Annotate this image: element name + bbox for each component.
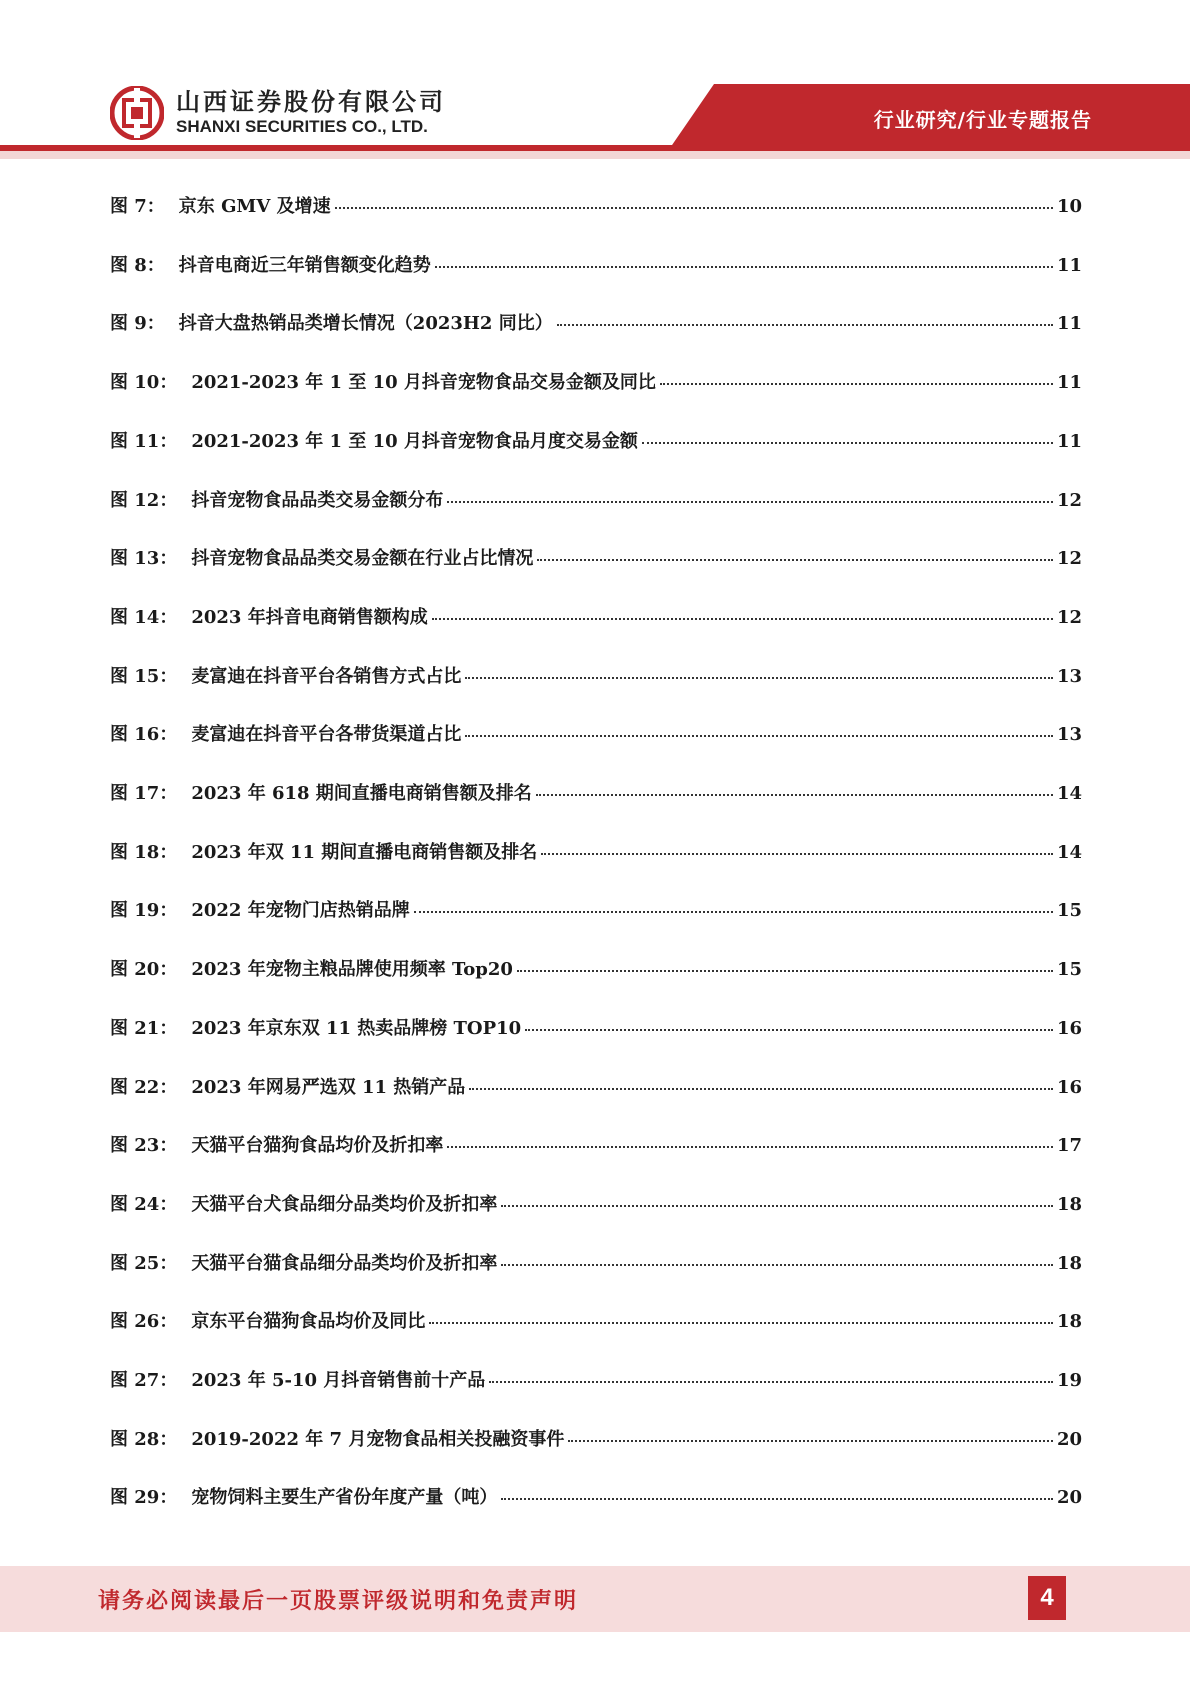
toc-entry[interactable] [110, 662, 1082, 692]
figure-label: 图 13： [110, 548, 178, 569]
dot-leader [414, 911, 1053, 913]
toc-entry[interactable] [110, 1425, 1082, 1455]
figure-label: 图 25： [110, 1253, 178, 1274]
figure-title: 天猫平台犬食品细分品类均价及折扣率 [191, 1194, 498, 1215]
figure-page-number: 15 [1056, 900, 1082, 921]
figure-page-number: 14 [1056, 842, 1082, 863]
toc-entry[interactable] [110, 1073, 1082, 1103]
dot-leader [435, 266, 1053, 268]
figure-page-number: 16 [1056, 1018, 1082, 1039]
dot-leader [501, 1264, 1053, 1266]
toc-entry[interactable] [110, 309, 1082, 339]
dot-leader [489, 1381, 1053, 1383]
figure-page-number: 20 [1056, 1429, 1082, 1450]
toc-entry[interactable] [110, 779, 1082, 809]
disclaimer-text: 请务必阅读最后一页股票评级说明和免责声明 [98, 1589, 579, 1614]
figure-page-number: 11 [1056, 431, 1082, 452]
figure-page-number: 17 [1056, 1135, 1082, 1156]
dot-leader [447, 501, 1053, 503]
figure-label: 图 29： [110, 1487, 178, 1508]
figure-title: 麦富迪在抖音平台各销售方式占比 [191, 666, 462, 687]
figure-title: 抖音大盘热销品类增长情况（2023H2 同比） [178, 313, 553, 334]
figure-label: 图 16： [110, 724, 178, 745]
toc-entry[interactable] [110, 603, 1082, 633]
figure-title: 2023 年 5-10 月抖音销售前十产品 [191, 1370, 486, 1391]
figure-page-number: 20 [1056, 1487, 1082, 1508]
figure-title: 宠物饲料主要生产省份年度产量（吨） [191, 1487, 498, 1508]
figure-title: 京东 GMV 及增速 [178, 196, 331, 217]
dot-leader [537, 559, 1053, 561]
figure-label: 图 9： [110, 313, 165, 334]
figure-title: 2023 年宠物主粮品牌使用频率 Top20 [191, 959, 513, 980]
report-type: 行业研究/行业专题报告 [873, 108, 1092, 132]
figure-label: 图 28： [110, 1429, 178, 1450]
company-name-cn: 山西证券股份有限公司 [176, 88, 446, 116]
figure-title: 2021-2023 年 1 至 10 月抖音宠物食品月度交易金额 [191, 431, 638, 452]
toc-entry[interactable] [110, 251, 1082, 281]
figure-title: 抖音宠物食品品类交易金额在行业占比情况 [191, 548, 534, 569]
page-number: 4 [1028, 1576, 1066, 1620]
dot-leader [568, 1440, 1053, 1442]
figure-label: 图 21： [110, 1018, 178, 1039]
figure-label: 图 12： [110, 490, 178, 511]
figure-page-number: 15 [1056, 959, 1082, 980]
dot-leader [465, 677, 1053, 679]
toc-entry[interactable] [110, 427, 1082, 457]
dot-leader [557, 324, 1053, 326]
page-header [0, 0, 1190, 160]
dot-leader [642, 442, 1053, 444]
toc-entry[interactable] [110, 1190, 1082, 1220]
figure-title: 京东平台猫狗食品均价及同比 [191, 1311, 426, 1332]
dot-leader [660, 383, 1053, 385]
toc-entry[interactable] [110, 1014, 1082, 1044]
dot-leader [536, 794, 1053, 796]
figure-title: 2023 年抖音电商销售额构成 [191, 607, 428, 628]
figure-label: 图 14： [110, 607, 178, 628]
figure-page-number: 19 [1056, 1370, 1082, 1391]
toc-entry[interactable] [110, 955, 1082, 985]
company-logo [110, 86, 446, 140]
figure-page-number: 12 [1056, 607, 1082, 628]
figure-page-number: 11 [1056, 313, 1082, 334]
toc-entry[interactable] [110, 838, 1082, 868]
figure-label: 图 15： [110, 666, 178, 687]
figure-label: 图 19： [110, 900, 178, 921]
figure-label: 图 23： [110, 1135, 178, 1156]
toc-entry[interactable] [110, 486, 1082, 516]
figure-label: 图 20： [110, 959, 178, 980]
figure-label: 图 17： [110, 783, 178, 804]
figure-title: 2023 年网易严选双 11 热销产品 [191, 1077, 466, 1098]
figure-label: 图 22： [110, 1077, 178, 1098]
dot-leader [501, 1205, 1053, 1207]
figure-page-number: 12 [1056, 490, 1082, 511]
dot-leader [541, 853, 1053, 855]
figure-label: 图 8： [110, 255, 165, 276]
figure-page-number: 11 [1056, 255, 1082, 276]
dot-leader [525, 1029, 1053, 1031]
figure-page-number: 10 [1056, 196, 1082, 217]
toc-entry[interactable] [110, 544, 1082, 574]
figure-title: 抖音电商近三年销售额变化趋势 [178, 255, 431, 276]
figure-page-number: 13 [1056, 724, 1082, 745]
dot-leader [469, 1088, 1053, 1090]
figure-page-number: 11 [1056, 372, 1082, 393]
toc-entry[interactable] [110, 720, 1082, 750]
company-logo-icon [110, 86, 164, 140]
figure-title: 天猫平台猫狗食品均价及折扣率 [191, 1135, 444, 1156]
toc-entry[interactable] [110, 1366, 1082, 1396]
company-name-en: SHANXI SECURITIES CO., LTD. [176, 117, 428, 136]
toc-entry[interactable] [110, 896, 1082, 926]
figure-label: 图 7： [110, 196, 165, 217]
toc-entry[interactable] [110, 192, 1082, 222]
figure-page-number: 18 [1056, 1311, 1082, 1332]
figure-label: 图 24： [110, 1194, 178, 1215]
figure-title: 2023 年京东双 11 热卖品牌榜 TOP10 [191, 1018, 522, 1039]
figure-title: 2022 年宠物门店热销品牌 [191, 900, 410, 921]
dot-leader [501, 1498, 1053, 1500]
dot-leader [432, 618, 1053, 620]
figure-page-number: 18 [1056, 1253, 1082, 1274]
figure-title: 抖音宠物食品品类交易金额分布 [191, 490, 444, 511]
toc-entry[interactable] [110, 368, 1082, 398]
toc-entry[interactable] [110, 1131, 1082, 1161]
dot-leader [447, 1146, 1053, 1148]
figure-title: 2023 年 618 期间直播电商销售额及排名 [191, 783, 532, 804]
figure-label: 图 27： [110, 1370, 178, 1391]
dot-leader [465, 735, 1053, 737]
dot-leader [335, 207, 1053, 209]
figure-page-number: 16 [1056, 1077, 1082, 1098]
figure-label: 图 18： [110, 842, 178, 863]
dot-leader [517, 970, 1053, 972]
toc-entry[interactable] [110, 1483, 1082, 1513]
figure-page-number: 18 [1056, 1194, 1082, 1215]
figure-page-number: 12 [1056, 548, 1082, 569]
dot-leader [429, 1322, 1053, 1324]
figure-title: 天猫平台猫食品细分品类均价及折扣率 [191, 1253, 498, 1274]
figure-title: 2023 年双 11 期间直播电商销售额及排名 [191, 842, 538, 863]
figure-label: 图 10： [110, 372, 178, 393]
figure-label: 图 26： [110, 1311, 178, 1332]
figure-title: 2019-2022 年 7 月宠物食品相关投融资事件 [191, 1429, 565, 1450]
page-footer [0, 1566, 1190, 1632]
toc-entry[interactable] [110, 1307, 1082, 1337]
figure-title: 麦富迪在抖音平台各带货渠道占比 [191, 724, 462, 745]
figure-page-number: 14 [1056, 783, 1082, 804]
figure-title: 2021-2023 年 1 至 10 月抖音宠物食品交易金额及同比 [191, 372, 656, 393]
toc-entry[interactable] [110, 1249, 1082, 1279]
figure-label: 图 11： [110, 431, 178, 452]
figure-page-number: 13 [1056, 666, 1082, 687]
